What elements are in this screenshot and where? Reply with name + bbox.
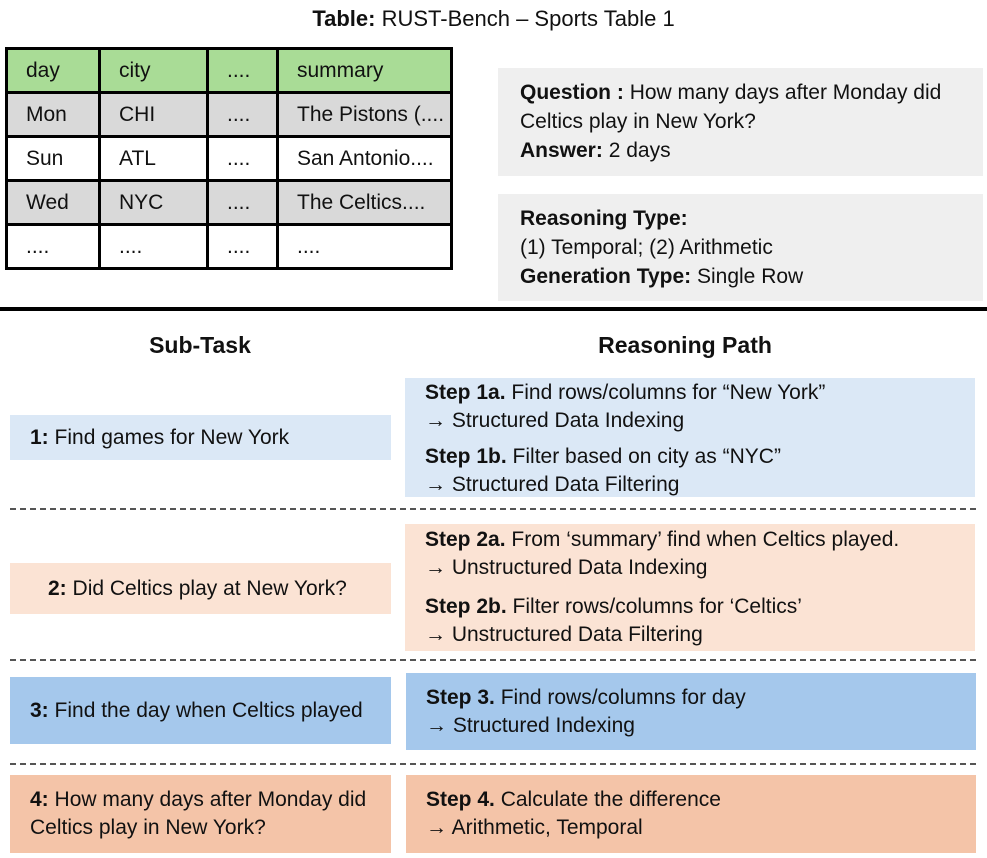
question-label: Question : bbox=[520, 81, 624, 104]
table-cell: NYC bbox=[100, 181, 208, 225]
table-header-cell: .... bbox=[208, 49, 278, 93]
section-divider bbox=[0, 307, 987, 311]
generation-type-label: Generation Type: bbox=[520, 265, 692, 288]
step-label: Step 2a. bbox=[425, 528, 506, 551]
table-cell: .... bbox=[100, 225, 208, 269]
dashed-separator bbox=[10, 659, 976, 661]
step-text: Filter based on city as “NYC” bbox=[512, 445, 781, 468]
table-row bbox=[7, 225, 452, 269]
subtask-text: How many days after Monday did Celtics play in New York? bbox=[30, 788, 367, 839]
table-cell: .... bbox=[208, 137, 278, 181]
table-cell: .... bbox=[208, 225, 278, 269]
reasoning-step-2 bbox=[405, 524, 975, 651]
step-text: Calculate the difference bbox=[500, 788, 721, 811]
table-cell: CHI bbox=[100, 93, 208, 137]
table-header-cell: day bbox=[7, 49, 100, 93]
answer-label: Answer: bbox=[520, 139, 603, 162]
table-cell: .... bbox=[208, 181, 278, 225]
table-cell: The Celtics.... bbox=[278, 181, 452, 225]
title-label: Table: bbox=[312, 6, 376, 31]
table-cell: The Pistons (.... bbox=[278, 93, 452, 137]
table-cell: .... bbox=[208, 93, 278, 137]
type-box bbox=[498, 194, 983, 301]
figure-title bbox=[0, 6, 987, 32]
subtask-2 bbox=[10, 563, 391, 614]
step-result: → Unstructured Data Indexing bbox=[425, 556, 708, 579]
step-text: From ‘summary’ find when Celtics played. bbox=[511, 528, 900, 551]
answer-text: 2 days bbox=[608, 139, 671, 162]
step-label: Step 2b. bbox=[425, 595, 507, 618]
question-answer-box bbox=[498, 68, 983, 176]
subtask-number: 1: bbox=[30, 425, 49, 449]
step-result: → Structured Data Indexing bbox=[425, 409, 685, 432]
dashed-separator bbox=[10, 763, 976, 765]
step-label: Step 3. bbox=[426, 685, 495, 709]
table-header-row bbox=[7, 49, 452, 93]
subtask-heading: Sub-Task bbox=[149, 332, 251, 358]
subtask-text: Find games for New York bbox=[54, 425, 290, 449]
table-cell: Sun bbox=[7, 137, 100, 181]
subtask-3 bbox=[10, 677, 391, 744]
step-result: → Structured Indexing bbox=[426, 713, 635, 737]
table-header-cell: summary bbox=[278, 49, 452, 93]
table-row bbox=[7, 137, 452, 181]
step-result: → Unstructured Data Filtering bbox=[425, 623, 703, 646]
subtask-text: Did Celtics play at New York? bbox=[72, 576, 347, 600]
subtask-4 bbox=[10, 775, 391, 853]
question-text: How many days after Monday did Celtics play in New York? bbox=[520, 81, 942, 133]
subtask-1 bbox=[10, 415, 391, 460]
table-cell: San Antonio.... bbox=[278, 137, 452, 181]
reasoning-step-3 bbox=[406, 673, 976, 750]
sports-table bbox=[5, 47, 453, 270]
subtask-number: 2: bbox=[48, 576, 67, 600]
step-label: Step 1a. bbox=[425, 381, 506, 404]
table-cell: Mon bbox=[7, 93, 100, 137]
table-row bbox=[7, 93, 452, 137]
subtask-number: 4: bbox=[30, 788, 49, 811]
table-cell: .... bbox=[7, 225, 100, 269]
step-text: Filter rows/columns for ‘Celtics’ bbox=[512, 595, 802, 618]
step-label: Step 1b. bbox=[425, 445, 507, 468]
reasoning-type-text: (1) Temporal; (2) Arithmetic bbox=[520, 236, 773, 259]
subtask-number: 3: bbox=[30, 698, 49, 722]
reasoning-step-4 bbox=[406, 775, 976, 853]
subtask-text: Find the day when Celtics played bbox=[54, 698, 363, 722]
reasoning-type-label: Reasoning Type: bbox=[520, 207, 688, 230]
step-result: → Arithmetic, Temporal bbox=[426, 816, 643, 839]
title-text: RUST-Bench – Sports Table 1 bbox=[381, 6, 675, 31]
table-row bbox=[7, 181, 452, 225]
table-cell: Wed bbox=[7, 181, 100, 225]
step-text: Find rows/columns for “New York” bbox=[511, 381, 826, 404]
dashed-separator bbox=[10, 508, 976, 510]
reasoning-path-heading: Reasoning Path bbox=[598, 332, 772, 358]
table-cell: ATL bbox=[100, 137, 208, 181]
step-label: Step 4. bbox=[426, 788, 495, 811]
step-text: Find rows/columns for day bbox=[500, 685, 746, 709]
table-header-cell: city bbox=[100, 49, 208, 93]
reasoning-step-1 bbox=[405, 378, 975, 497]
generation-type-text: Single Row bbox=[696, 265, 804, 288]
table-cell: .... bbox=[278, 225, 452, 269]
step-result: → Structured Data Filtering bbox=[425, 473, 680, 496]
